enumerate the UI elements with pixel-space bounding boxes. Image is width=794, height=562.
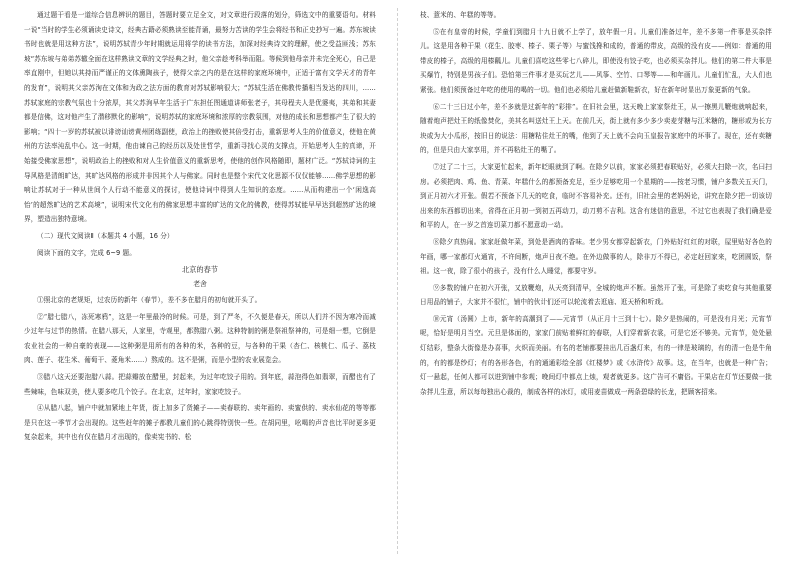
article-paragraph: 枝、薏米的、年糕的等等。 — [420, 11, 501, 19]
article-paragraph: ⑩元宵（汤圆）上市，新年的高潮到了——元宵节（从正月十三到十七）。除夕是热闹的，可是没有月光；元宵节呢，恰好是明月当空。元旦是体面的，家家门前贴着鲜红的春联，人们穿着新衣裳，可是它还不够美。元宵节，处处悬灯结彩，整条大街像是办喜事，火炽而美丽。有名的老铺都要挂出几百盏灯来，有的一律是玻璃的，有的清一色是牛角的，有的都是纱灯；有的各形各色，有的通通彩绘全部《红楼梦》或《水浒传》故事。这，在当年，也就是一种广告；灯一悬起，任何人都可以进到铺中参观；晚间灯中都点上烛，观者就更多。这广告可不庸俗。干果店在灯节还要做一批杂拌儿生意，所以每每独出心裁的，制成各样的冰灯，或用麦苗做成一两条碧绿的长龙，把顾客招来。 — [420, 314, 772, 396]
article-paragraph: ⑨多数的铺户在初六开张，又放鞭炮，从天亮到清早，全城的炮声不断。虽然开了张，可是除了卖吃食与其他重要日用品的铺子，大家并不很忙，铺中的伙计们还可以轮流着去逛庙、逛天桥和听戏。 — [420, 283, 772, 307]
article-paragraph: ④从腊八起，铺户中就加紧地上年货，街上加多了货摊子——卖春联的、卖年画的、卖蜜供的、卖水仙花的等等都是只在这一季节才会出现的。这些赶年的摊子都教儿童们的心跳得特别快一些。在胡同里，吆喝的声音也比平时更多更复杂起来，其中也有仅在腊月才出现的，像卖宪书的、松 — [24, 404, 376, 442]
right-column — [420, 8, 772, 401]
article-paragraph: ③腊八这天还要泡腊八蒜。把蒜瓣放在醋里，封起来，为过年吃饺子用的。到年底，蒜泡得色如翡翠，而醋也有了些辣味，色味双美，使人要多吃几个饺子。在北京，过年时，家家吃饺子。 — [24, 373, 376, 396]
analysis-paragraph: 通过题干看是一道综合信息辨识的题目，答题时要立足全文，对文章进行段落的划分，筛选文中的重要语句。材料一说“当时的学生必须诵读史诗文，经典古籍必须熟读至能背诵，最努力苦读的学生会将经书和正史抄写一遍。苏东坡读书时也就是用这种方法”，说明苏轼青少年时期就运用将学的读书方法，加深对经典诗文的理解，使之受益匪浅；苏东坡“苏东坡与弟弟苏辙全面在这样熟读文章的文学经典之时，他父亲趁考科举而阻。等候到他母亲并未完全死心，自己是率直刚中，但她以其持而严谨正的文体熏陶孩子，使得父亲之内的是在这样的家庭环境中，正适于富有文学天才的青年的发育”，说明其父亲苏洵在文体和为政之法方面的教育对苏轼影响很大；“苏轼生活在佛教传播相当发达的四川，……苏轼家庭的宗教气氛也十分浓厚，其父苏洵早年生活于广东担任图通道讲师张老子，其母程夫人是优婆夷，其弟和其妻都是信佛，这对他产生了潜移默化的影响”，说明苏轼的家庭环境和浓厚的宗教氛围，对他的成长和思想都产生了很大的影响；“四十一岁的苏轼被以诽谤讪谤黄州团练副使，政治上的挫败使其倍受打击，重新思考人生的价值意义，使他在黄州的方法率沌乱中心。这一时期，他由谏自己的经历以及处世哲学，重新寻找心灵的支撑点，开始思考人生的真谛，开始接受佛家思想”，说明政治上的挫败和对人生价值意义的重新思考，使他的创作风格随即，题材广泛。“苏轼诗词的主导风格是清朗旷达，其旷达风格的形成并非因其个人与佛家。同时也是整个宋代文化思源不仅仅能够……佛学思想的影响让苏轼对于一种从世间个人行动不能意义的探讨，使他诗词中得到人生知识的态度。……从而构建出一个‘闲逸高怡’的超然旷达的艺术高境”，说明宋代文化有的佛家思想丰富的旷达的文化的佛教，使得苏轼能早早达到超然旷达的境界，塑造出独特意境。 — [24, 11, 376, 224]
article-paragraph: ⑦过了二十三，大家更忙起来，新年眨眼就到了啊。在除夕以前，家家必须把春联贴好，必须大扫除一次，名曰扫房。必须把肉、鸡、鱼、青菜、年糕什么的都预备充足，至少足够吃用一个星期的——按老习惯，铺户多数关五天门，到正月初六才开张。假若不预备下几天的吃食，临时不容易补充。还有，旧社会里的老妈妈论，讲究在除夕把一切该切出来的东西都切出来，省得在正月初一到初五再动刀，动刀剪不吉利。这含有迷信的意思，不过它也表现了我们确是爱和平的人，在一岁之首连切菜刀都不愿意动一动。 — [420, 162, 772, 230]
left-column — [24, 8, 376, 447]
article-paragraph: ⑧除夕真热闹。家家赶做年菜，到处是酒肉的香味。老少男女都穿起新衣，门外贴好红红的对联，屋里贴好各色的年画，哪一家都灯火通宵，不许间断，炮声日夜不绝。在外边做事的人，除非万不得已，必定赶回家来，吃团圆饭，祭祖。这一夜，除了很小的孩子，没有什么人睡觉，都要守岁。 — [420, 237, 772, 276]
section-heading: （二）现代文阅读Ⅱ（本题共 4 小题，16 分） — [37, 231, 174, 240]
article-paragraph: ⑤在有皇帝的时候，学童们到腊月十九日就不上学了，放年假一月。儿童们准备过年，差不多第一件事是买杂拌儿。这是用各种干果（花生、胶枣、榛子、栗子等）与蜜饯搀和成的，普通的带皮，高级的没有皮——例如：普通的用带皮的榛子，高级的用榛瓤儿。儿童们喜吃这些零七八碎儿，即使没有饺子吃，也必须买杂拌儿。他们的第二件大事是买爆竹，特别是男孩子们。恐怕第三件事才是买玩艺儿——风筝、空竹、口琴等——和年画儿。儿童们忙乱，大人们也紧张。他们须预备过年吃的使用的喝的一切。他们也必须给儿童赶做新鞋新衣，好在新年时显出万象更新的气象。 — [420, 27, 772, 94]
article-paragraph: ②“腊七腊八，冻死寒鸦”，这是一年里最冷的时候。可是，到了严冬，不久便是春天，所以人们并不因为寒冷而减少过年与过节的热情。在腊八那天，人家里，寺观里，都熬腊八粥。这种特制的粥是祭祖祭神的，可是细一想，它倒是农业社会的一种自豪的表现——这种粥是用所有的各种的米，各种的豆，与各种的干果（杏仁、核桃仁、瓜子、荔枝肉、莲子、花生米、葡萄干、菱角米……）熬成的。这不是粥，而是小型的农业展览会。 — [24, 312, 376, 365]
article-paragraph: ⑥二十三日过小年，差不多就是过新年的“彩排”。在旧社会里，这天晚上家家祭灶王，从一擦黑儿鞭炮就响起来，随着炮声把灶王的纸像焚化，美其名叫送灶王上天。在前几天，街上就有多少多少卖麦芽糖与江米糖的，糖形或为长方块或为大小瓜形，按旧日的说法：用糖粘住灶王的嘴，他到了天上就不会向玉皇报告家庭中的坏事了。现在，还有卖糖的，但是只由大家享用，并不再粘灶王的嘴了。 — [420, 102, 772, 155]
column-divider — [397, 8, 398, 554]
article-title: 北京的春节 — [182, 265, 218, 275]
reading-instruction: 阅读下面的文字，完成 6~9 题。 — [37, 248, 136, 257]
article-author: 老舍 — [193, 280, 207, 289]
article-paragraph: ①照北京的老规矩，过农历的新年（春节），差不多在腊月的初旬就开头了。 — [37, 296, 262, 305]
